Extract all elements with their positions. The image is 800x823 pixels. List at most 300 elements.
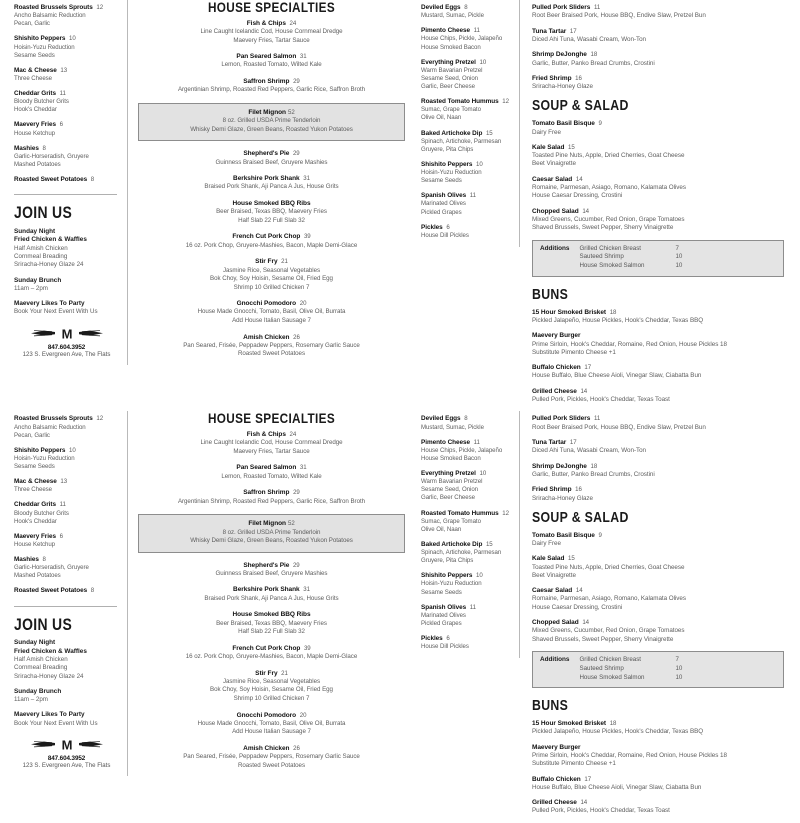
menu-item <box>147 520 396 545</box>
item-title: Everything Pretzel <box>421 470 476 478</box>
menu-item <box>134 611 409 636</box>
menu-item <box>421 510 513 534</box>
item-name <box>532 176 784 184</box>
item-price: 12 <box>94 415 104 423</box>
item-name <box>14 556 119 564</box>
menu-item <box>421 130 513 154</box>
item-title: Roasted Sweet Potatoes <box>14 176 88 184</box>
appetizers-left-list <box>421 415 513 651</box>
item-title: Pulled Pork Sliders <box>532 4 591 11</box>
menu-item <box>14 4 119 28</box>
item-title: Amish Chicken <box>243 333 290 341</box>
item-description: House Buffalo, Blue Cheese Aioli, Vinegar Slaw, Ciabatta Bun <box>532 372 702 380</box>
featured-item-box <box>138 103 405 141</box>
item-price: 20 <box>298 711 307 719</box>
addition-row <box>579 674 776 683</box>
item-description: Ancho Balsamic Reduction Pecan, Garlic <box>14 423 86 439</box>
item-title: Mashies <box>14 556 39 564</box>
join-us-entry <box>14 711 119 728</box>
appetizers-left-list <box>421 4 513 240</box>
item-price: 8 <box>89 587 95 595</box>
menu-item <box>532 555 784 580</box>
item-name <box>134 562 409 570</box>
item-name <box>134 53 409 61</box>
item-name <box>134 645 409 653</box>
menu-item <box>14 501 119 525</box>
item-price: 14 <box>578 387 588 395</box>
item-name <box>14 121 119 129</box>
item-title: Stir Fry <box>255 258 278 266</box>
item-description: Pulled Pork, Pickles, Hook's Cheddar, Texas Toast <box>532 807 670 815</box>
item-price: 21 <box>279 669 288 677</box>
item-price: 8 <box>89 176 95 184</box>
menu-item <box>532 332 784 357</box>
menu-item <box>134 745 409 770</box>
item-price: 29 <box>291 150 300 158</box>
item-name <box>421 192 513 200</box>
item-name <box>147 520 396 528</box>
menu-item <box>134 586 409 603</box>
menu-item <box>134 489 409 506</box>
item-description: Root Beer Braised Pork, House BBQ, Endive Slaw, Pretzel Bun <box>532 423 706 431</box>
menu-item <box>532 388 784 405</box>
item-price: 11 <box>468 192 476 200</box>
item-title: Saffron Shrimp <box>243 77 290 85</box>
item-name <box>14 501 119 509</box>
sides-list <box>14 4 119 184</box>
salad-additions-box <box>532 651 784 688</box>
item-price: 8 <box>40 556 46 564</box>
join-us-entry <box>14 639 119 680</box>
item-name <box>532 4 784 12</box>
item-price: 26 <box>291 744 300 752</box>
menu-item <box>532 776 784 793</box>
item-price: 12 <box>500 509 509 517</box>
item-price: 17 <box>568 27 577 35</box>
item-name <box>421 635 513 643</box>
menu-item <box>134 20 409 45</box>
item-description: Marinated Olives Pickled Grapes <box>421 611 466 627</box>
item-price: 12 <box>94 4 104 11</box>
buns-list <box>532 720 784 816</box>
item-title: Fried Shrimp <box>532 486 572 494</box>
menu-item <box>421 4 513 20</box>
address: 123 S. Evergreen Ave, The Flats <box>22 350 111 358</box>
item-description: Argentinian Shrimp, Roasted Red Peppers, Garlic Rice, Saffron Broth <box>177 86 366 94</box>
menu-item <box>532 744 784 769</box>
menu-item <box>14 478 119 494</box>
item-price: 11 <box>468 603 476 611</box>
item-description: House Made Gnocchi, Tomato, Basil, Olive Oil, Burrata Add House Italian Sausage 7 <box>197 308 346 325</box>
menu-item <box>134 645 409 662</box>
menu-item <box>14 35 119 59</box>
item-description: Mixed Greens, Cucumber, Red Onion, Grape Tomatoes Shaved Brussels, Sweet Pepper, Sherry Vinaigrette <box>532 627 685 643</box>
menu-item <box>14 556 119 580</box>
item-title: 15 Hour Smoked Brisket <box>532 308 607 316</box>
logo-letter: M <box>61 325 72 341</box>
item-price: 16 <box>573 74 582 82</box>
item-title: Chopped Salad <box>532 207 579 215</box>
item-price: 10 <box>477 58 487 66</box>
menu-item <box>134 150 409 167</box>
join-entry-label: Sunday Night <box>14 639 56 647</box>
item-price: 14 <box>580 207 589 215</box>
item-price: 31 <box>301 586 310 594</box>
item-title: Baked Artichoke Dip <box>421 129 483 137</box>
item-name <box>421 98 513 106</box>
item-description: Guinness Braised Beef, Gruyere Mashies <box>215 158 328 166</box>
item-description: Marinated Olives Pickled Grapes <box>421 200 466 216</box>
item-name <box>14 35 119 43</box>
join-entry-label: Sunday Brunch <box>14 687 62 695</box>
item-title: Maevery Fries <box>14 532 56 540</box>
item-price: 15 <box>484 540 493 548</box>
item-price: 12 <box>500 98 509 106</box>
item-title: Roasted Tomato Hummus <box>421 509 499 517</box>
menu-sheet-repeat <box>0 411 800 822</box>
menu-item <box>421 439 513 463</box>
item-price: 10 <box>67 35 76 43</box>
item-title: Pimento Cheese <box>421 27 471 35</box>
item-description: House Ketchup <box>14 129 56 137</box>
item-name <box>421 27 513 35</box>
item-name <box>134 150 409 158</box>
soup-salad-heading: SOUP & SALAD <box>532 508 629 526</box>
join-us-heading: JOIN US <box>14 614 73 634</box>
addition-price: 10 <box>675 664 683 672</box>
item-title: Tomato Basil Bisque <box>532 531 595 539</box>
item-price: 29 <box>291 561 300 569</box>
item-title: Chopped Salad <box>532 619 579 626</box>
menu-item <box>532 208 784 233</box>
menu-item <box>134 300 409 325</box>
menu-item <box>421 161 513 185</box>
item-description: Lemon, Roasted Tomato, Wilted Kale <box>221 61 322 69</box>
item-name <box>532 486 784 494</box>
menu-item <box>532 463 784 480</box>
winged-m-logo-icon <box>30 327 104 340</box>
house-specialties-column <box>128 0 415 367</box>
join-entry-description: Half Amish Chicken Cornmeal Breading Sriracha-Honey Glaze 24 <box>14 244 84 269</box>
item-name <box>532 439 784 447</box>
item-title: Tomato Basil Bisque <box>532 120 595 128</box>
item-title: Cheddar Grits <box>14 90 56 98</box>
item-title: Deviled Eggs <box>421 415 461 423</box>
item-name <box>134 233 409 241</box>
item-name <box>421 541 513 549</box>
item-title: Maevery Burger <box>532 332 581 340</box>
item-name <box>421 604 513 612</box>
item-price: 29 <box>291 77 300 85</box>
item-title: Fried Shrimp <box>532 74 572 82</box>
item-title: Pulled Pork Sliders <box>532 415 591 423</box>
item-title: Mac & Cheese <box>14 478 57 486</box>
soup-salad-heading: SOUP & SALAD <box>532 97 629 115</box>
item-name <box>134 712 409 720</box>
menu-item <box>134 200 409 225</box>
item-title: Filet Mignon <box>248 108 286 116</box>
sides-column <box>0 0 128 365</box>
item-price: 52 <box>287 520 295 528</box>
item-name <box>532 51 784 59</box>
item-name <box>532 799 784 807</box>
item-description: Argentinian Shrimp, Roasted Red Peppers, Garlic Rice, Saffron Broth <box>177 497 366 505</box>
item-price: 29 <box>291 489 300 497</box>
item-name <box>14 4 119 12</box>
menu-item <box>14 121 119 137</box>
item-price: 10 <box>477 470 487 478</box>
item-title: Grilled Cheese <box>532 387 577 395</box>
item-title: House Smoked BBQ Ribs <box>232 611 311 619</box>
menu-item <box>14 90 119 114</box>
buns-heading: BUNS <box>532 697 569 715</box>
item-description: Garlic-Horseradish, Gruyere Mashed Potatoes <box>14 564 89 580</box>
join-entry-sublabel: Fried Chicken & Waffles <box>14 236 87 244</box>
item-price: 18 <box>608 720 617 728</box>
item-name <box>147 109 396 117</box>
item-description: Sumac, Grape Tomato Olive Oil, Naan <box>421 517 481 533</box>
join-us-entry <box>14 277 119 294</box>
item-price: 6 <box>444 223 450 231</box>
menu-item <box>532 587 784 612</box>
addition-row <box>579 253 776 262</box>
item-price: 39 <box>302 644 311 652</box>
soup-salad-buns-column <box>520 0 792 411</box>
additions-label: Additions <box>540 244 570 252</box>
item-name <box>134 175 409 183</box>
item-title: Buffalo Chicken <box>532 364 581 372</box>
item-title: Shishito Peppers <box>421 572 473 580</box>
item-title: Pan Seared Salmon <box>236 53 297 61</box>
item-description: House Dill Pickles <box>421 643 469 651</box>
item-name <box>532 776 784 784</box>
house-specialties-list-top <box>134 431 409 506</box>
item-title: Pickles <box>421 635 443 643</box>
item-title: Shishito Peppers <box>14 446 66 454</box>
item-name <box>134 431 409 439</box>
join-entry-label: Sunday Brunch <box>14 276 62 284</box>
menu-item <box>532 799 784 816</box>
menu-sheet <box>0 0 800 411</box>
addition-name: House Smoked Salmon <box>579 673 645 681</box>
item-description: Three Cheese <box>14 74 53 82</box>
item-description: Mustard, Sumac, Pickle <box>421 12 484 20</box>
item-description: House Made Gnocchi, Tomato, Basil, Olive Oil, Burrata Add House Italian Sausage 7 <box>197 719 346 736</box>
item-description: Root Beer Braised Pork, House BBQ, Endive Slaw, Pretzel Bun <box>532 12 706 20</box>
item-description: Sriracha-Honey Glaze <box>532 83 593 91</box>
join-entry-description: 11am – 2pm <box>14 284 48 292</box>
join-entry-label: Maevery Likes To Party <box>14 300 85 308</box>
menu-item <box>532 309 784 326</box>
join-entry-description: 11am – 2pm <box>14 696 48 704</box>
item-price: 17 <box>582 775 592 783</box>
soup-salad-buns-column <box>520 411 792 822</box>
address: 123 S. Evergreen Ave, The Flats <box>22 762 111 770</box>
item-price: 15 <box>566 143 575 151</box>
join-entry-label: Sunday Night <box>14 228 56 236</box>
item-name <box>134 300 409 308</box>
item-price: 14 <box>580 619 589 626</box>
appetizers-right-list <box>532 415 784 502</box>
item-title: Buffalo Chicken <box>532 775 581 783</box>
item-name <box>134 78 409 86</box>
item-description: Warm Bavarian Pretzel Sesame Seed, Onion Garlic, Beer Cheese <box>421 478 483 502</box>
item-name <box>134 745 409 753</box>
phone-number: 847.604.3952 <box>47 755 86 763</box>
item-title: Cheddar Grits <box>14 501 56 509</box>
item-description: Braised Pork Shank, Aji Panca A Jus, House Grits <box>204 594 339 602</box>
item-title: Caesar Salad <box>532 175 573 183</box>
menu-item <box>14 587 119 595</box>
item-price: 8 <box>40 144 46 152</box>
menu-item <box>532 439 784 456</box>
item-title: Saffron Shrimp <box>243 489 290 497</box>
item-title: Maevery Burger <box>532 743 581 751</box>
menu-item <box>532 176 784 201</box>
house-specialties-list-bottom <box>134 562 409 771</box>
item-description: Toasted Pine Nuts, Apple, Dried Cherries, Goat Cheese Beet Vinaigrette <box>532 152 685 168</box>
join-entry-label: Maevery Likes To Party <box>14 711 85 719</box>
item-description: Garlic, Butter, Panko Bread Crumbs, Crostini <box>532 470 655 478</box>
item-price: 13 <box>58 66 68 74</box>
menu-item <box>532 51 784 68</box>
item-price: 14 <box>574 587 583 595</box>
menu-item <box>14 145 119 169</box>
item-price: 26 <box>291 333 300 341</box>
item-description: Diced Ahi Tuna, Wasabi Cream, Won-Ton <box>532 35 646 43</box>
join-us-entry <box>14 300 119 317</box>
menu-item <box>532 144 784 169</box>
item-name <box>532 463 784 471</box>
item-description: Hoisin-Yuzu Reduction Sesame Seeds <box>14 43 75 59</box>
brand-logo <box>14 738 119 751</box>
item-title: Pan Seared Salmon <box>236 464 297 472</box>
item-name <box>421 161 513 169</box>
item-name <box>421 439 513 447</box>
menu-item <box>134 78 409 95</box>
item-description: Lemon, Roasted Tomato, Wilted Kale <box>221 472 322 480</box>
item-title: Grilled Cheese <box>532 799 577 807</box>
item-name <box>532 587 784 595</box>
item-description: Guinness Braised Beef, Gruyere Mashies <box>215 569 328 577</box>
addition-name: House Smoked Salmon <box>579 262 645 270</box>
addition-row <box>579 656 776 665</box>
item-description: Romaine, Parmesan, Asiago, Romano, Kalamata Olives House Caesar Dressing, Crostini <box>532 184 686 200</box>
item-title: Pimento Cheese <box>421 438 471 446</box>
item-description: Mixed Greens, Cucumber, Red Onion, Grape Tomatoes Shaved Brussels, Sweet Pepper, Sherry Vinaigrette <box>532 215 685 232</box>
item-price: 39 <box>302 233 311 241</box>
item-name <box>421 572 513 580</box>
item-price: 10 <box>474 572 483 580</box>
item-price: 11 <box>592 4 601 11</box>
divider <box>14 606 117 607</box>
item-description: Pickled Jalapeño, House Pickles, Hook's Cheddar, Texas BBQ <box>532 728 704 736</box>
item-name <box>134 258 409 266</box>
item-description: Jasmine Rice, Seasonal Vegetables Bok Choy, Soy Hoisin, Sesame Oil, Fried Egg Shrimp 10 Grilled Chicken 7 <box>210 677 333 702</box>
join-entry-description: Book Your Next Event With Us <box>14 308 98 316</box>
item-title: Shrimp DeJonghe <box>532 51 587 59</box>
item-price: 21 <box>279 258 288 266</box>
item-name <box>532 144 784 152</box>
item-name <box>421 510 513 518</box>
item-name <box>14 587 119 595</box>
item-price: 11 <box>472 27 480 35</box>
additions-rows <box>579 656 776 682</box>
menu-item <box>421 192 513 216</box>
item-title: Deviled Eggs <box>421 4 461 11</box>
sides-column <box>0 411 128 776</box>
item-title: Shrimp DeJonghe <box>532 462 587 470</box>
item-description: Dairy Free <box>532 128 561 136</box>
addition-name: Sauteed Shrimp <box>579 664 624 672</box>
item-name <box>14 478 119 486</box>
item-name <box>532 415 784 423</box>
menu-item <box>134 712 409 737</box>
item-price: 11 <box>57 90 66 98</box>
item-name <box>134 489 409 497</box>
appetizers-column <box>415 0 520 247</box>
menu-item <box>421 635 513 651</box>
menu-item <box>134 431 409 456</box>
house-specialties-column <box>128 411 415 778</box>
menu-item <box>421 59 513 91</box>
buns-list <box>532 309 784 405</box>
item-title: Maevery Fries <box>14 121 56 129</box>
item-name <box>532 332 784 340</box>
divider <box>14 194 117 195</box>
item-name <box>134 464 409 472</box>
item-title: Stir Fry <box>255 669 278 677</box>
item-description: 8 oz. Grilled USDA Prime Tenderloin Whisky Demi Glaze, Green Beans, Roasted Yukon Potatoes <box>190 117 353 133</box>
item-name <box>532 208 784 216</box>
item-description: Bloody Butcher Grits Hook's Cheddar <box>14 98 69 114</box>
join-us-heading: JOIN US <box>14 203 73 223</box>
featured-item-box <box>138 514 405 552</box>
item-name <box>532 619 784 627</box>
item-title: Everything Pretzel <box>421 58 476 66</box>
item-name <box>532 744 784 752</box>
menu-item <box>421 27 513 51</box>
join-us-entry <box>14 688 119 705</box>
item-price: 13 <box>58 478 68 486</box>
item-description: Beer Braised, Texas BBQ, Maevery Fries Half Slab 22 Full Slab 32 <box>216 208 327 224</box>
item-price: 31 <box>301 175 310 183</box>
item-name <box>14 67 119 75</box>
item-description: Romaine, Parmesan, Asiago, Romano, Kalamata Olives House Caesar Dressing, Crostini <box>532 595 686 611</box>
item-title: Berkshire Pork Shank <box>233 586 300 594</box>
menu-item <box>532 28 784 45</box>
sides-list <box>14 415 119 595</box>
addition-name: Grilled Chicken Breast <box>579 655 642 663</box>
item-description: Warm Bavarian Pretzel Sesame Seed, Onion Garlic, Beer Cheese <box>421 66 483 91</box>
menu-item <box>532 532 784 549</box>
item-name <box>134 611 409 619</box>
item-description: Diced Ahi Tuna, Wasabi Cream, Won-Ton <box>532 447 646 455</box>
menu-item <box>134 334 409 359</box>
item-name <box>532 532 784 540</box>
item-description: Dairy Free <box>532 539 561 547</box>
item-title: Roasted Sweet Potatoes <box>14 587 88 595</box>
menu-item <box>134 53 409 70</box>
item-price: 52 <box>287 108 295 116</box>
item-description: Mustard, Sumac, Pickle <box>421 423 484 431</box>
item-title: House Smoked BBQ Ribs <box>232 199 311 207</box>
menu-item <box>134 175 409 192</box>
item-name <box>134 670 409 678</box>
item-description: Pulled Pork, Pickles, Hook's Cheddar, Texas Toast <box>532 396 670 404</box>
item-description: House Dill Pickles <box>421 231 469 239</box>
item-price: 6 <box>57 532 63 540</box>
